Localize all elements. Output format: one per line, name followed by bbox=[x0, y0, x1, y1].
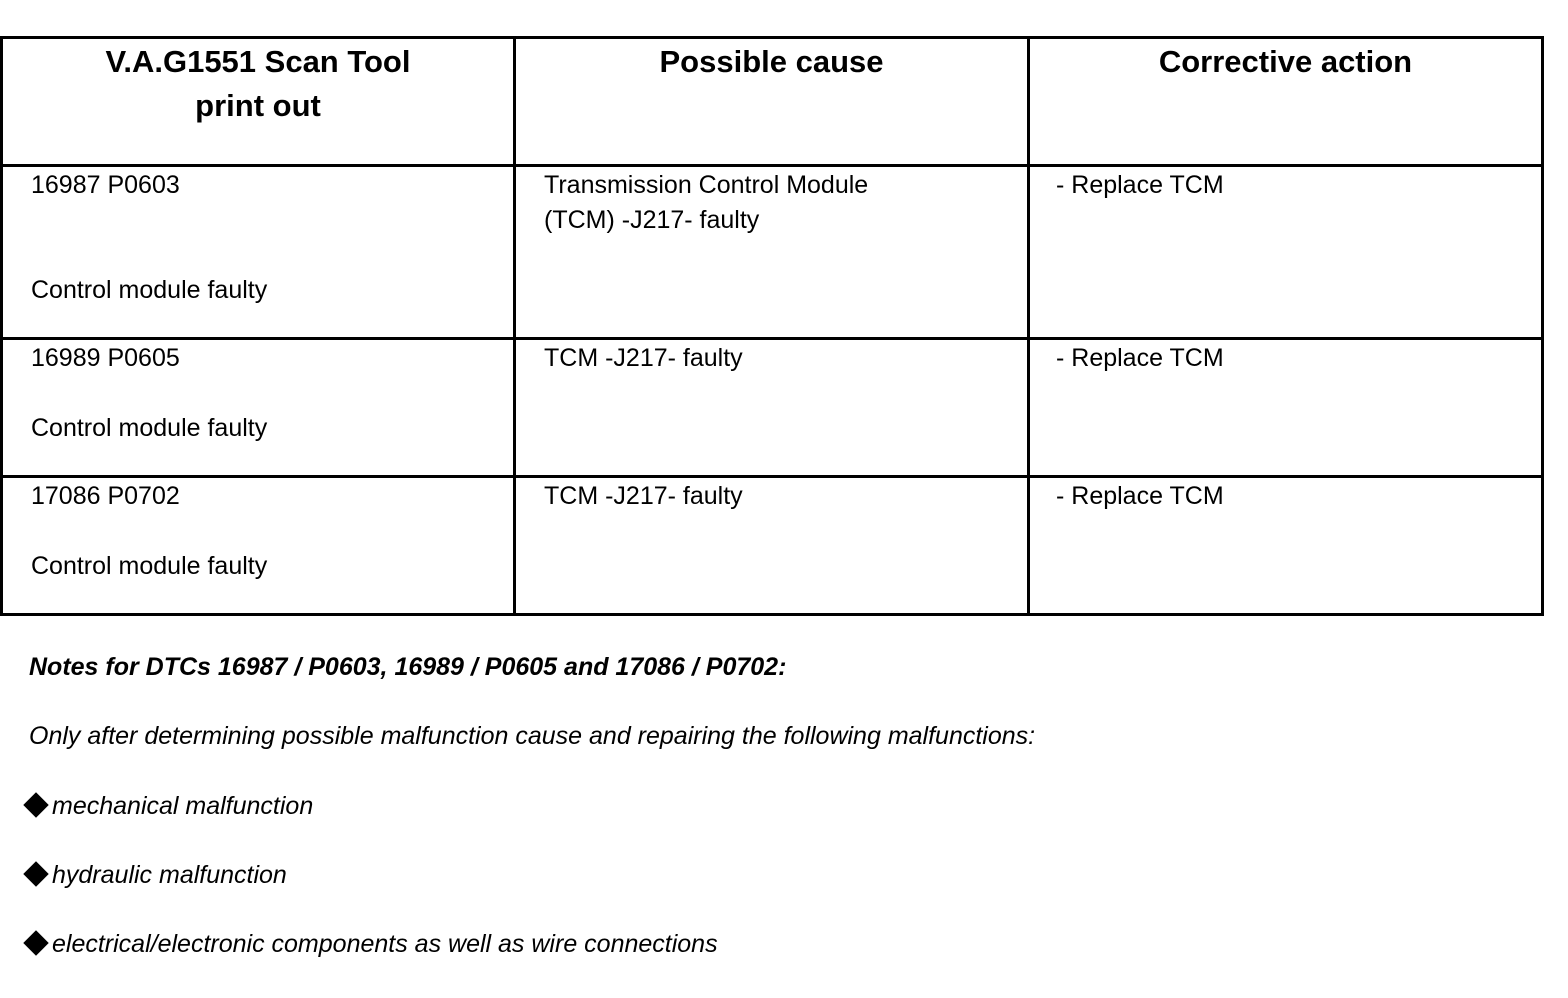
possible-cause-cell bbox=[515, 339, 1029, 477]
possible-cause-line-1: TCM -J217- faulty bbox=[544, 344, 743, 372]
diamond-icon bbox=[22, 791, 52, 821]
list-item-label: electrical/electronic components as well as wire connections bbox=[52, 930, 718, 958]
header-scan-tool-printout bbox=[2, 38, 515, 166]
dtc-table bbox=[0, 36, 1544, 616]
table-row bbox=[2, 166, 1543, 339]
dtc-code: 16989 P0605 bbox=[31, 344, 180, 372]
corrective-action-cell bbox=[1029, 477, 1543, 615]
dtc-code: 16987 P0603 bbox=[31, 171, 180, 199]
printout-cell bbox=[2, 166, 515, 339]
header-corrective-action bbox=[1029, 38, 1543, 166]
table-header-row bbox=[2, 38, 1543, 166]
list-item bbox=[22, 860, 718, 929]
corrective-action-cell bbox=[1029, 339, 1543, 477]
diamond-icon bbox=[22, 860, 52, 890]
header-scan-tool-line-2: print out bbox=[195, 88, 321, 123]
possible-cause-line-1: TCM -J217- faulty bbox=[544, 482, 743, 510]
table-row bbox=[2, 477, 1543, 615]
dtc-description: Control module faulty bbox=[31, 414, 268, 442]
corrective-action-text: - Replace TCM bbox=[1056, 482, 1224, 510]
dtc-description: Control module faulty bbox=[31, 276, 268, 304]
list-item bbox=[22, 791, 718, 860]
list-item bbox=[22, 929, 718, 998]
malfunction-list bbox=[22, 791, 718, 998]
header-scan-tool-line-1: V.A.G1551 Scan Tool bbox=[105, 44, 411, 79]
printout-cell bbox=[2, 339, 515, 477]
notes-section bbox=[29, 652, 1035, 751]
notes-intro: Only after determining possible malfunction cause and repairing the following malfunctions: bbox=[29, 722, 1036, 750]
possible-cause-line-2: (TCM) -J217- faulty bbox=[544, 206, 760, 234]
corrective-action-text: - Replace TCM bbox=[1056, 171, 1224, 199]
list-item-label: hydraulic malfunction bbox=[52, 861, 287, 889]
notes-title: Notes for DTCs 16987 / P0603, 16989 / P0605 and 17086 / P0702: bbox=[29, 653, 787, 681]
dtc-code: 17086 P0702 bbox=[31, 482, 180, 510]
list-item-label: mechanical malfunction bbox=[52, 792, 314, 820]
possible-cause-cell bbox=[515, 166, 1029, 339]
corrective-action-cell bbox=[1029, 166, 1543, 339]
header-possible-cause-label: Possible cause bbox=[659, 44, 884, 79]
header-corrective-action-label: Corrective action bbox=[1158, 44, 1413, 79]
corrective-action-text: - Replace TCM bbox=[1056, 344, 1224, 372]
possible-cause-line-1: Transmission Control Module bbox=[544, 171, 869, 199]
diamond-icon bbox=[22, 929, 52, 959]
header-possible-cause bbox=[515, 38, 1029, 166]
possible-cause-cell bbox=[515, 477, 1029, 615]
printout-cell bbox=[2, 477, 515, 615]
dtc-description: Control module faulty bbox=[31, 552, 268, 580]
table-row bbox=[2, 339, 1543, 477]
